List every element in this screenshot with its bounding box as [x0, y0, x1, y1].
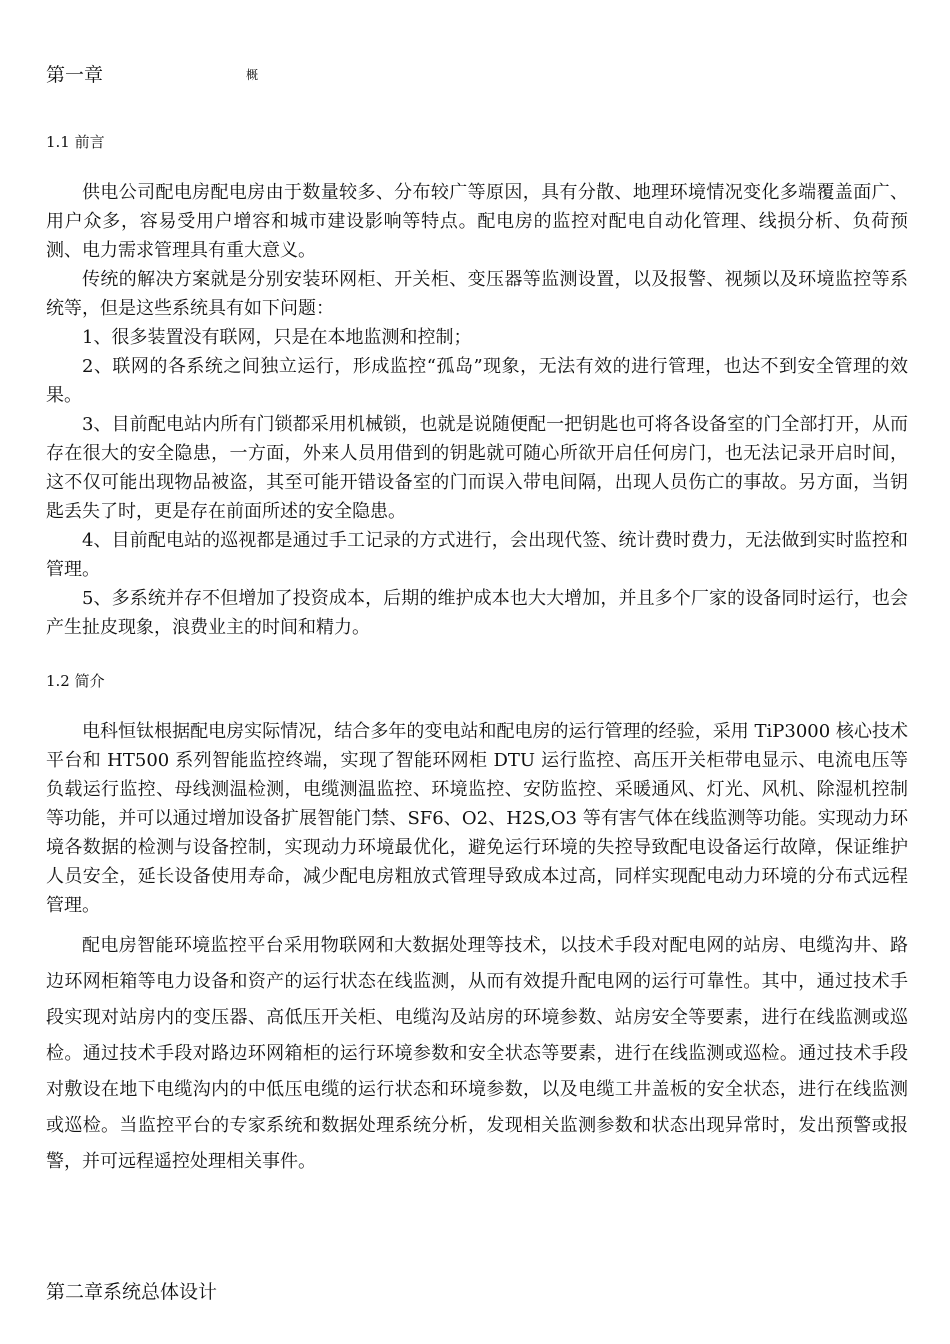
- list-item: 2、联网的各系统之间独立运行，形成监控“孤岛”现象，无法有效的进行管理，也达不到安全管理的效果。: [46, 356, 908, 406]
- paragraph: 配电房智能环境监控平台采用物联网和大数据处理等技术，以技术手段对配电网的站房、电缆沟井、路边环网柜箱等电力设备和资产的运行状态在线监测，从而有效提升配电网的运行可靠性。其中，通过技术手段实现对站房内的变压器、高低压开关柜、电缆沟及站房的环境参数、站房安全等要素，进行在线监测或巡检。通过技术手段对路边环网箱柜的运行环境参数和安全状态等要素，进行在线监测或巡检。通过技术手段对敷设在地下电缆沟内的中低压电缆的运行状态和环境参数，以及电缆工井盖板的安全状态，进行在线监测或巡检。当监控平台的专家系统和数据处理系统分析，发现相关监测参数和状态出现异常时，发出预警或报警，并可远程遥控处理相关事件。: [46, 935, 908, 1172]
- chapter-2-heading: 第二章系统总体设计: [46, 1281, 218, 1303]
- chapter-1-suffix: 概: [246, 68, 259, 82]
- list-item: 5、多系统并存不但增加了投资成本，后期的维护成本也大大增加，并且多个厂家的设备同时运行，也会产生扯皮现象，浪费业主的时间和精力。: [46, 588, 908, 638]
- chapter-1-title: 第一章: [46, 64, 104, 86]
- paragraph: 供电公司配电房配电房由于数量较多、分布较广等原因，具有分散、地理环境情况变化多端覆盖面广、用户众多，容易受用户增容和城市建设影响等特点。配电房的监控对配电自动化管理、线损分析、负荷预测、电力需求管理具有重大意义。: [46, 182, 908, 261]
- chapter-1-heading: [46, 63, 259, 87]
- section-1-1-heading: 1.1 前言: [46, 133, 105, 151]
- paragraph: 传统的解决方案就是分别安装环网柜、开关柜、变压器等监测设置，以及报警、视频以及环境监控等系统等，但是这些系统具有如下问题：: [46, 269, 908, 319]
- list-item: 4、目前配电站的巡视都是通过手工记录的方式进行，会出现代签、统计费时费力，无法做到实时监控和管理。: [46, 530, 908, 580]
- list-item: 1、很多装置没有联网，只是在本地监测和控制；: [82, 327, 472, 348]
- paragraph: 电科恒钛根据配电房实际情况，结合多年的变电站和配电房的运行管理的经验，采用 TiP3000 核心技术平台和 HT500 系列智能监控终端，实现了智能环网柜 DTU 运行监控、高压开关柜带电显示、电流电压等负载运行监控、母线测温检测，电缆测温监控、环境监控、安防监控、采暖通风、灯光、风机、除湿机控制等功能，并可以通过增加设备扩展智能门禁、SF6、O2、H2S,O3 等有害气体在线监测等功能。实现动力环境各数据的检测与设备控制，实现动力环境最优化，避免运行环境的失控导致配电设备运行故障，保证维护人员安全，延长设备使用寿命，减少配电房粗放式管理导致成本过高，同样实现配电动力环境的分布式远程管理。: [46, 721, 908, 916]
- section-1-2-heading: 1.2 简介: [46, 672, 105, 690]
- list-item: 3、目前配电站内所有门锁都采用机械锁，也就是说随便配一把钥匙也可将各设备室的门全部打开，从而存在很大的安全隐患，一方面，外来人员用借到的钥匙就可随心所欲开启任何房门，也无法记录开启时间，这不仅可能出现物品被盗，其至可能开错设备室的门而误入带电间隔，出现人员伤亡的事故。另方面，当钥匙丢失了时，更是存在前面所述的安全隐患。: [46, 414, 908, 522]
